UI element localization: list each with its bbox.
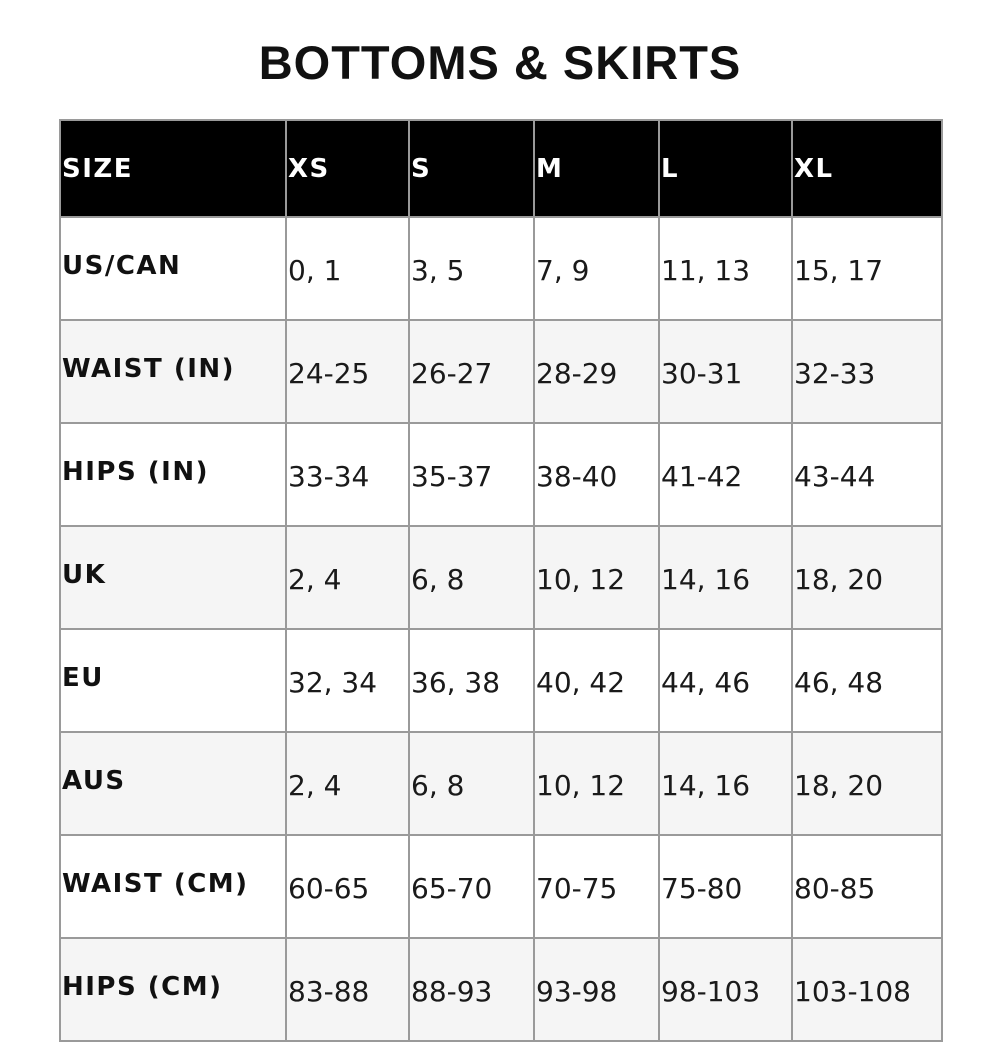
table-cell: 30-31 bbox=[659, 320, 792, 423]
table-cell: 44, 46 bbox=[659, 629, 792, 732]
table-cell: 14, 16 bbox=[659, 526, 792, 629]
table-cell: 7, 9 bbox=[534, 217, 659, 320]
table-cell: 15, 17 bbox=[792, 217, 942, 320]
table-cell: 28-29 bbox=[534, 320, 659, 423]
table-cell: 10, 12 bbox=[534, 526, 659, 629]
table-cell: 83-88 bbox=[286, 938, 409, 1041]
table-header-row bbox=[60, 120, 942, 217]
table-cell: 11, 13 bbox=[659, 217, 792, 320]
table-cell: 88-93 bbox=[409, 938, 534, 1041]
table-cell: 32, 34 bbox=[286, 629, 409, 732]
table-row bbox=[60, 835, 942, 938]
table-cell: 2, 4 bbox=[286, 732, 409, 835]
table-cell: 93-98 bbox=[534, 938, 659, 1041]
table-cell: 35-37 bbox=[409, 423, 534, 526]
row-label: WAIST (IN) bbox=[60, 320, 286, 423]
table-row bbox=[60, 217, 942, 320]
header-cell-xl: XL bbox=[792, 120, 942, 217]
table-cell: 103-108 bbox=[792, 938, 942, 1041]
table-cell: 98-103 bbox=[659, 938, 792, 1041]
table-cell: 24-25 bbox=[286, 320, 409, 423]
row-label: HIPS (IN) bbox=[60, 423, 286, 526]
row-label: UK bbox=[60, 526, 286, 629]
table-cell: 0, 1 bbox=[286, 217, 409, 320]
table-cell: 10, 12 bbox=[534, 732, 659, 835]
table-cell: 70-75 bbox=[534, 835, 659, 938]
row-label: WAIST (CM) bbox=[60, 835, 286, 938]
table-cell: 3, 5 bbox=[409, 217, 534, 320]
table-cell: 36, 38 bbox=[409, 629, 534, 732]
page-title: BOTTOMS & SKIRTS bbox=[258, 36, 742, 90]
header-cell-xs: XS bbox=[286, 120, 409, 217]
table-cell: 75-80 bbox=[659, 835, 792, 938]
table-cell: 6, 8 bbox=[409, 526, 534, 629]
table-row bbox=[60, 732, 942, 835]
size-chart-table bbox=[59, 119, 943, 1042]
header-cell-m: M bbox=[534, 120, 659, 217]
row-label: AUS bbox=[60, 732, 286, 835]
header-cell-l: L bbox=[659, 120, 792, 217]
table-cell: 14, 16 bbox=[659, 732, 792, 835]
table-cell: 60-65 bbox=[286, 835, 409, 938]
table-cell: 46, 48 bbox=[792, 629, 942, 732]
table-cell: 2, 4 bbox=[286, 526, 409, 629]
table-row bbox=[60, 320, 942, 423]
table-cell: 32-33 bbox=[792, 320, 942, 423]
table-cell: 18, 20 bbox=[792, 526, 942, 629]
table-cell: 26-27 bbox=[409, 320, 534, 423]
row-label: HIPS (CM) bbox=[60, 938, 286, 1041]
table-cell: 6, 8 bbox=[409, 732, 534, 835]
table-row bbox=[60, 526, 942, 629]
table-row bbox=[60, 938, 942, 1041]
row-label: EU bbox=[60, 629, 286, 732]
table-row bbox=[60, 423, 942, 526]
table-cell: 41-42 bbox=[659, 423, 792, 526]
table-cell: 80-85 bbox=[792, 835, 942, 938]
table-cell: 18, 20 bbox=[792, 732, 942, 835]
table-cell: 38-40 bbox=[534, 423, 659, 526]
table-cell: 65-70 bbox=[409, 835, 534, 938]
row-label: US/CAN bbox=[60, 217, 286, 320]
table-cell: 40, 42 bbox=[534, 629, 659, 732]
header-cell-size: SIZE bbox=[60, 120, 286, 217]
table-cell: 43-44 bbox=[792, 423, 942, 526]
table-row bbox=[60, 629, 942, 732]
table-cell: 33-34 bbox=[286, 423, 409, 526]
header-cell-s: S bbox=[409, 120, 534, 217]
